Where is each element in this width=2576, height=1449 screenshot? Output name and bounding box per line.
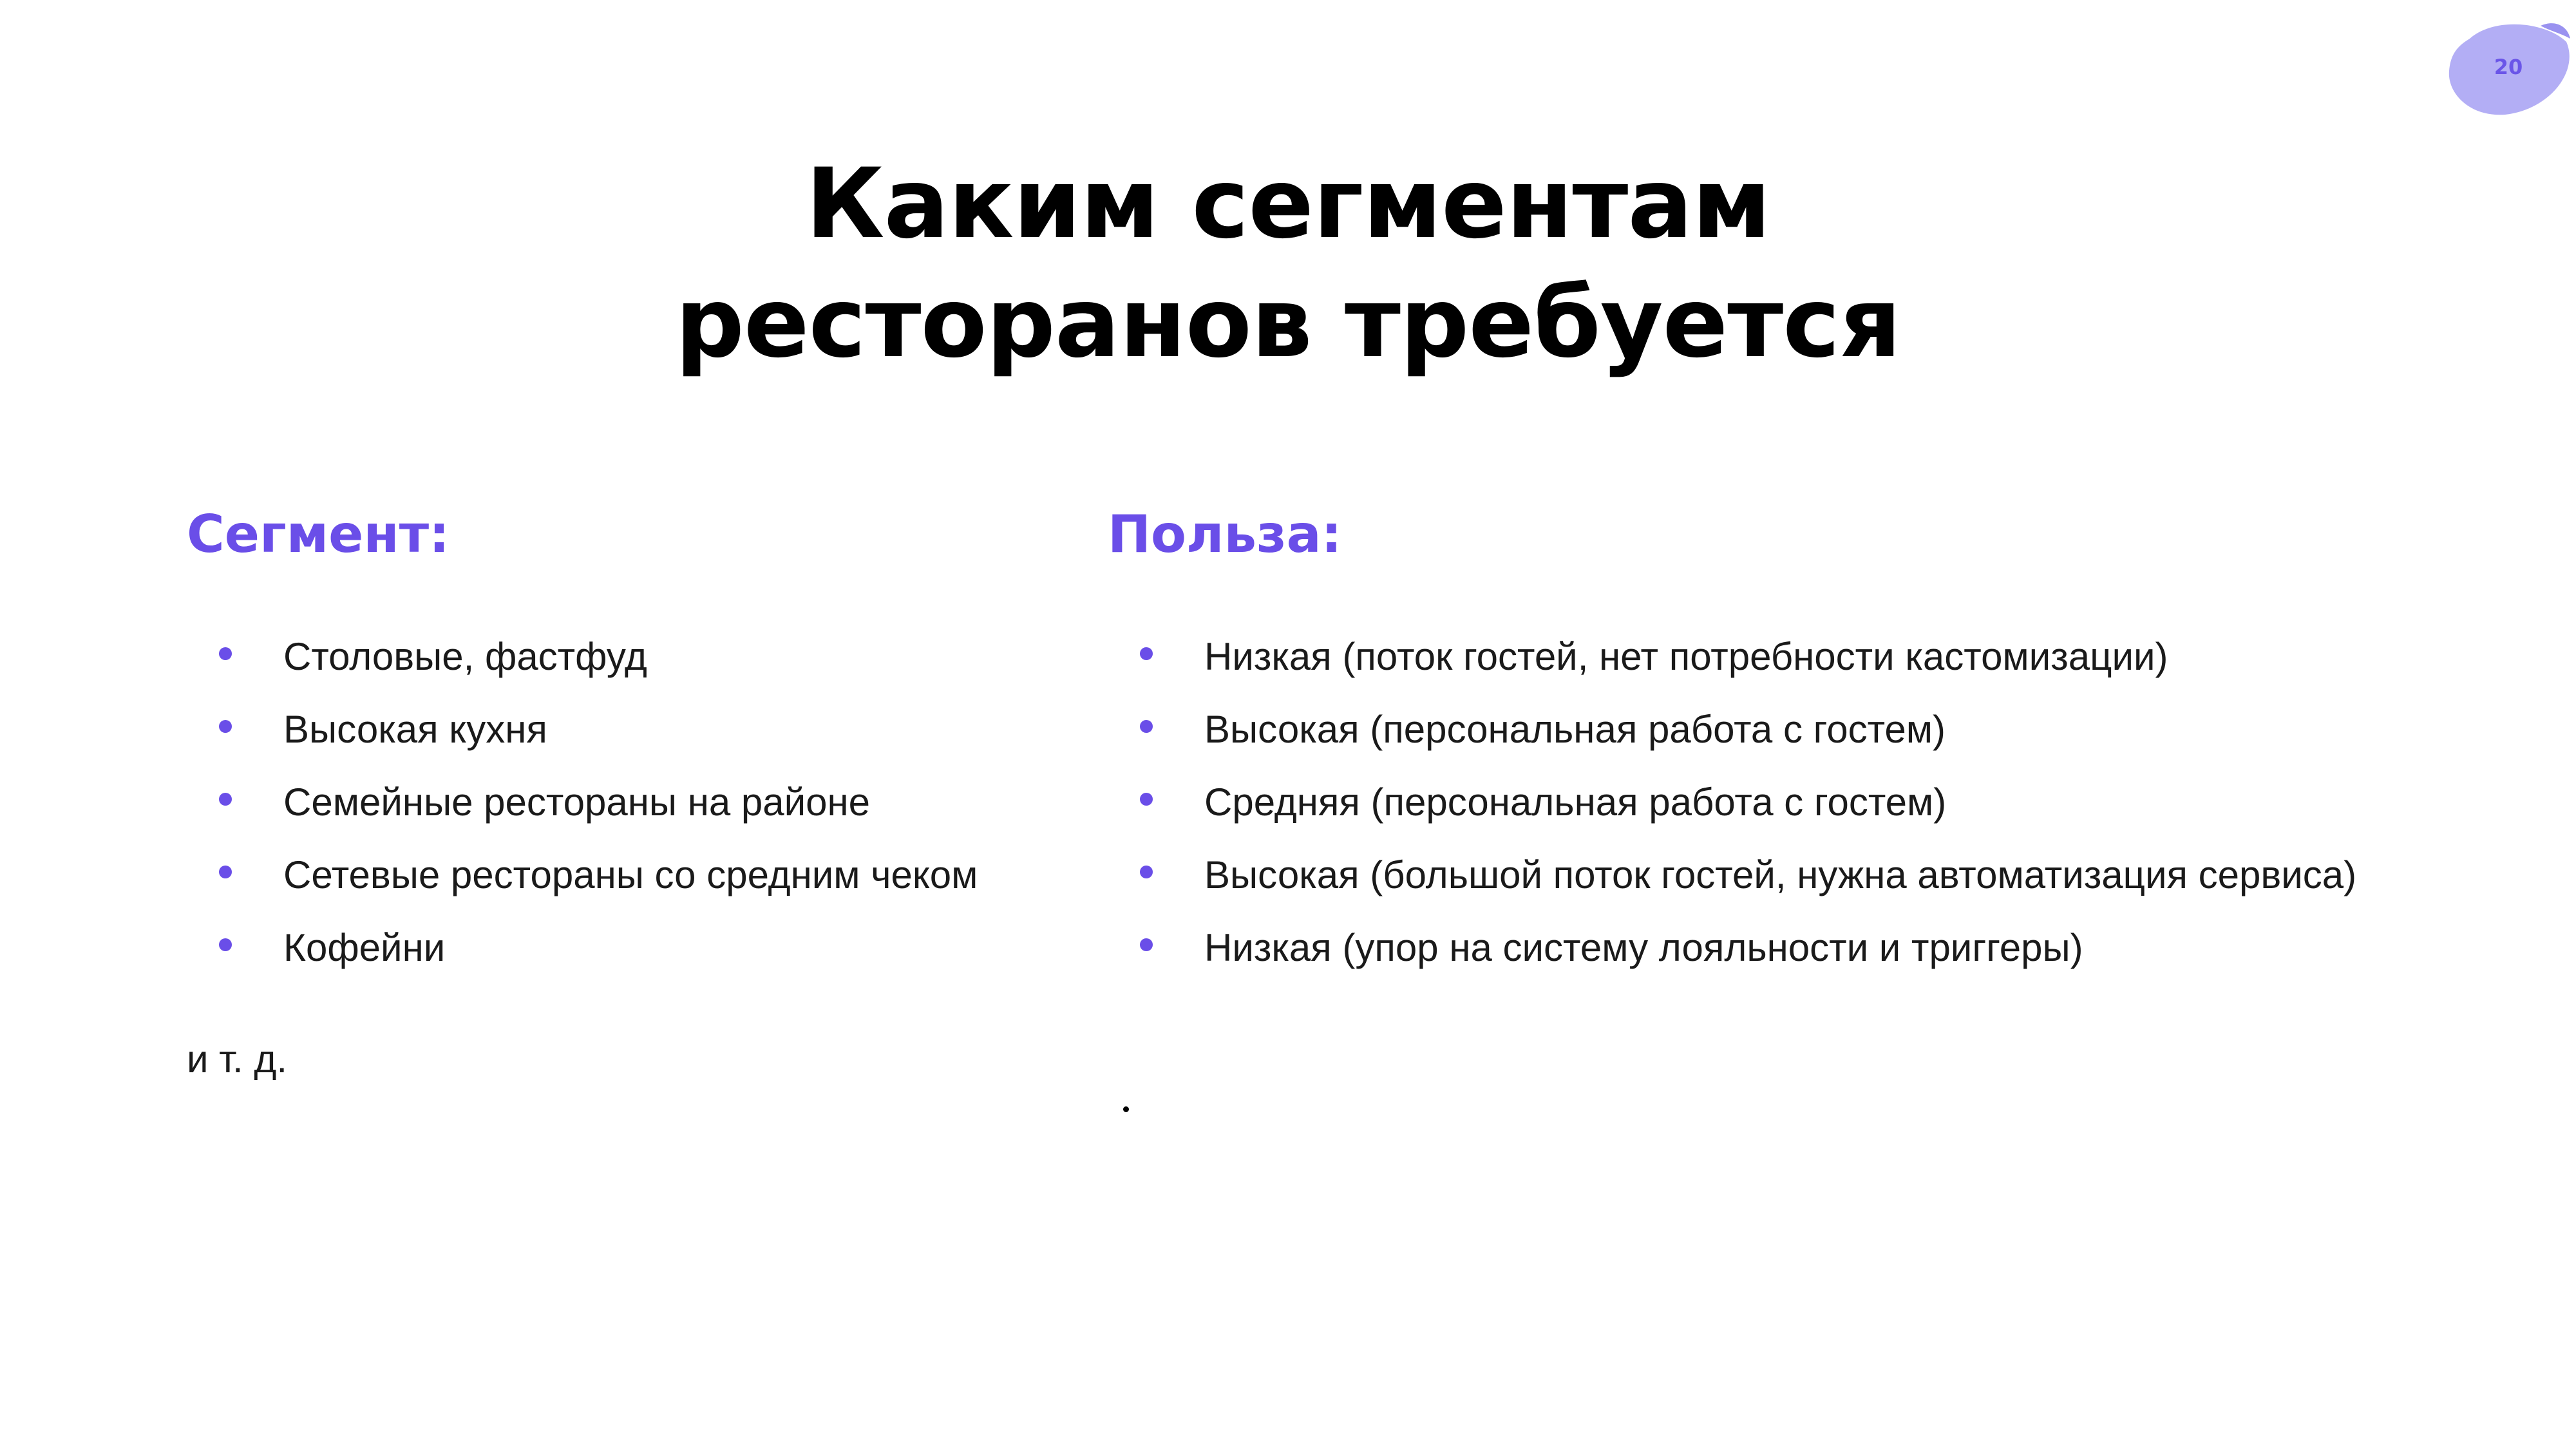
benefit-item-label: Средняя (персональная работа с гостем) [1204,781,1947,824]
segment-list [213,625,978,989]
bullet-icon [219,793,232,806]
stray-dot [1123,1106,1129,1112]
benefit-item-label: Высокая (большой поток гостей, нужна автоматизация сервиса) [1204,853,2357,896]
list-item [213,843,978,916]
bullet-icon [1140,938,1153,951]
segment-item-label: Высокая кухня [283,708,547,751]
bullet-icon [1140,866,1153,878]
list-item [213,697,978,770]
list-item [213,770,978,843]
list-item [1133,770,2356,843]
benefit-item-label: Низкая (упор на систему лояльности и триггеры) [1204,926,2083,969]
bullet-icon [219,866,232,878]
list-item [1133,625,2356,697]
benefit-item-label: Высокая (персональная работа с гостем) [1204,708,1946,751]
bullet-icon [219,938,232,951]
segment-item-label: Столовые, фастфуд [283,635,647,678]
list-item [1133,843,2356,916]
segment-heading: Сегмент: [187,504,450,564]
list-item [213,916,978,989]
segment-item-label: Сетевые рестораны со средним чеком [283,853,978,896]
page-number: 20 [2494,55,2523,79]
bullet-icon [1140,647,1153,660]
segment-item-label: Семейные рестораны на районе [283,781,871,824]
title-line-2: ресторанов требуется [675,267,1901,379]
segment-item-label: Кофейни [283,926,446,969]
bullet-icon [1140,720,1153,733]
page-number-badge [2444,19,2573,116]
list-item [1133,697,2356,770]
benefit-heading: Польза: [1108,504,1342,564]
bullet-icon [219,647,232,660]
bullet-icon [1140,793,1153,806]
list-item [213,625,978,697]
title-line-1: Каким сегментам [805,148,1771,260]
benefit-list [1133,625,2356,989]
bullet-icon [219,720,232,733]
page-title [0,145,2576,383]
segment-footnote: и т. д. [187,1037,288,1081]
benefit-item-label: Низкая (поток гостей, нет потребности кастомизации) [1204,635,2168,678]
list-item [1133,916,2356,989]
